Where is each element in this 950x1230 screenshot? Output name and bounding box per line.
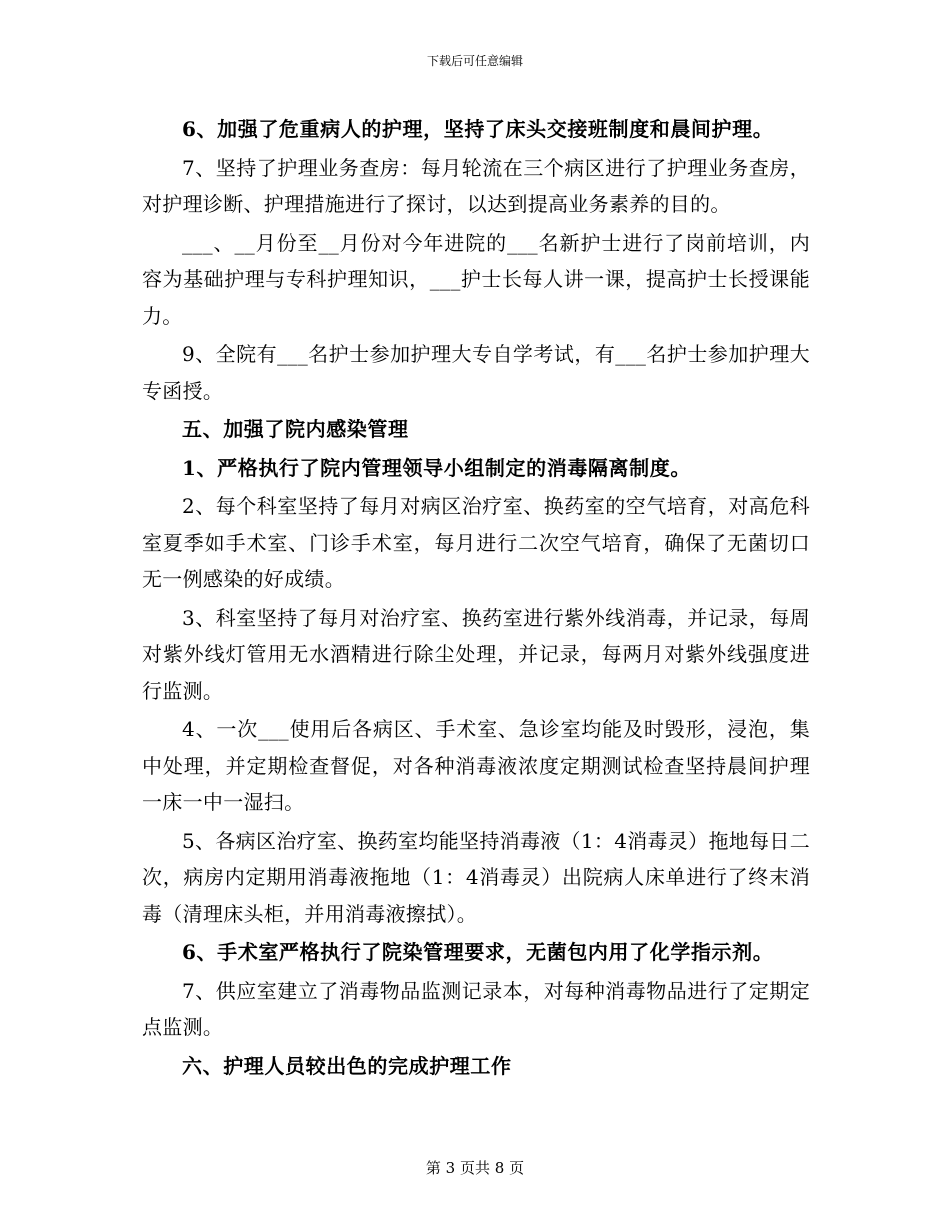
page-header: 下载后可任意编辑 <box>426 54 523 68</box>
paragraph: ___、__月份至__月份对今年进院的___名新护士进行了岗前培训，内容为基础护理与专科护理知识，___护士长每人讲一课，提高护士长授课能力。 <box>142 230 810 328</box>
section-heading: 五、加强了院内感染管理 <box>182 417 409 441</box>
paragraph: 7、坚持了护理业务查房：每月轮流在三个病区进行了护理业务查房，对护理诊断、护理措施进行了探讨，以达到提高业务素养的目的。 <box>142 155 810 216</box>
paragraph: 7、供应室建立了消毒物品监测记录本，对每种消毒物品进行了定期定点监测。 <box>142 978 810 1039</box>
paragraph: 5、各病区治疗室、换药室均能坚持消毒液（1：4消毒灵）拖地每日二次，病房内定期用消毒液拖地（1：4消毒灵）出院病人床单进行了终末消毒（清理床头柜，并用消毒液擦拭）。 <box>142 828 810 926</box>
paragraph: 2、每个科室坚持了每月对病区治疗室、换药室的空气培育，对高危科室夏季如手术室、门诊手术室，每月进行二次空气培育，确保了无菌切口无一例感染的好成绩。 <box>142 494 810 591</box>
paragraph: 1、严格执行了院内管理领导小组制定的消毒隔离制度。 <box>182 455 691 480</box>
section-heading: 六、护理人员较出色的完成护理工作 <box>182 1053 512 1078</box>
document-body <box>142 111 810 1086</box>
paragraph: 6、加强了危重病人的护理，坚持了床头交接班制度和晨间护理。 <box>182 117 774 141</box>
paragraph: 4、一次___使用后各病区、手术室、急诊室均能及时毁形，浸泡，集中处理，并定期检查督促，对各种消毒液浓度定期测试检查坚持晨间护理一床一中一湿扫。 <box>142 717 810 814</box>
paragraph: 9、全院有___名护士参加护理大专自学考试，有___名护士参加护理大专函授。 <box>142 342 810 403</box>
paragraph: 6、手术室严格执行了院染管理要求，无菌包内用了化学指示剂。 <box>182 940 774 964</box>
page-footer: 第 3 页共 8 页 <box>425 1159 525 1177</box>
paragraph: 3、科室坚持了每月对治疗室、换药室进行紫外线消毒，并记录，每周对紫外线灯管用无水酒精进行除尘处理，并记录，每两月对紫外线强度进行监测。 <box>142 605 810 703</box>
